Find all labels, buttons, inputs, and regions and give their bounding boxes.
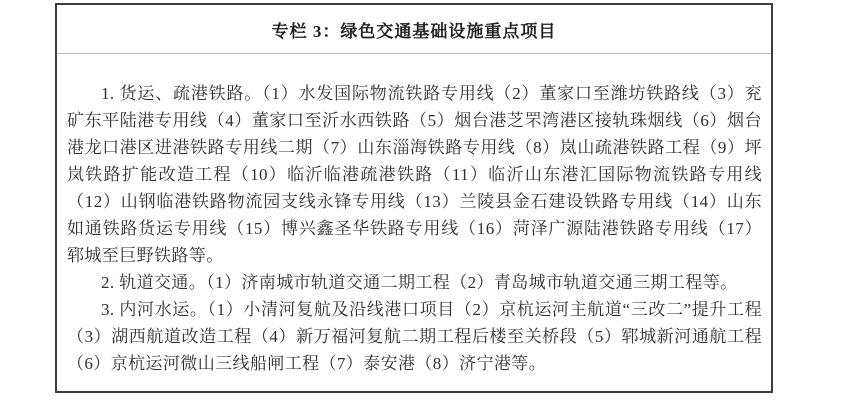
paragraph-inland-waterways: 3. 内河水运。（1）小清河复航及沿线港口项目（2）京杭运河主航道“三改二”提升工程（3）湖西航道改造工程（4）新万福河复航二期工程后楼至关桥段（5）郓城新河通航工程（6）京杭运河微山三线船闸工程（7）泰安港（8）济宁港等。 bbox=[67, 300, 762, 373]
panel-title: 专栏 3：绿色交通基础设施重点项目 bbox=[271, 21, 557, 41]
highlight-box-body bbox=[57, 54, 771, 377]
highlight-box-header bbox=[57, 5, 771, 54]
paragraph-freight-railways: 1. 货运、疏港铁路。（1）水发国际物流铁路专用线（2）董家口至潍坊铁路线（3）兖矿东平陆港专用线（4）董家口至沂水西铁路（5）烟台港芝罘湾港区接轨珠烟线（6）烟台港龙口港区进港铁路专用线二期（7）山东淄海铁路专用线（8）岚山疏港铁路工程（9）坪岚铁路扩能改造工程（10）临沂临港疏港铁路（11）临沂山东港汇国际物流铁路专用线（12）山钢临港铁路物流园支线永锋专用线（13）兰陵县金石建设铁路专用线（14）山东如通铁路货运专用线（15）博兴鑫圣华铁路专用线（16）菏泽广源陆港铁路专用线（17）郓城至巨野铁路等。 bbox=[67, 84, 762, 265]
paragraph-rail-transit: 2. 轨道交通。（1）济南城市轨道交通二期工程（2）青岛城市轨道交通三期工程等。 bbox=[101, 273, 738, 292]
highlight-box bbox=[55, 3, 773, 393]
